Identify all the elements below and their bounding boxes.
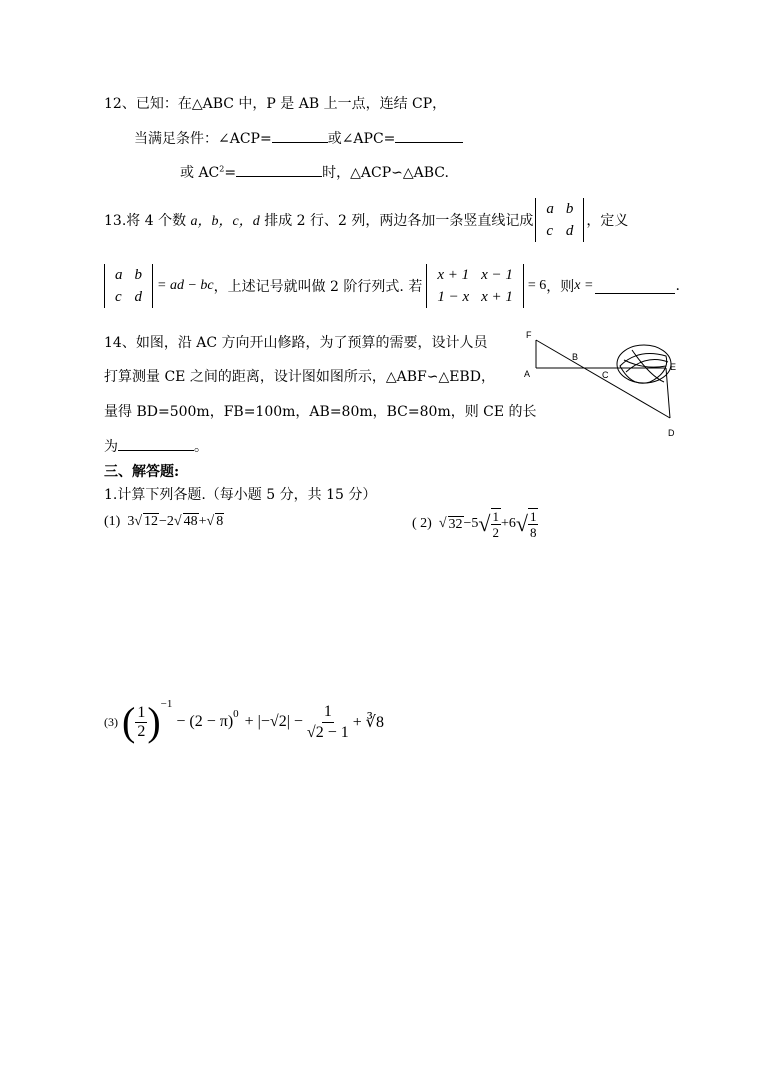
q12-blank-acp[interactable]	[272, 128, 328, 143]
p2-frac2	[528, 508, 539, 540]
q12-blank-apc[interactable]	[395, 128, 463, 143]
q14-line2: 打算测量 CE 之间的距离，设计图如图所示，△ABF∽△EBD，	[104, 369, 495, 385]
q12-blank-ac2[interactable]	[236, 162, 322, 177]
p1-op2: +	[198, 514, 207, 529]
p3-label: (3)	[104, 714, 118, 729]
mx-12: x − 1	[481, 267, 513, 283]
p2-op1: −5	[463, 516, 479, 531]
def-a: a	[115, 267, 123, 283]
p3-half	[135, 704, 147, 741]
q12-or-ac: 或 AC	[180, 165, 220, 181]
mat-d: d	[565, 223, 574, 239]
p3-frac-num: 1	[322, 702, 334, 723]
q13-period: .	[675, 278, 680, 294]
q13-prefix: 13.将 4 个数	[104, 213, 187, 229]
def-b: b	[134, 267, 142, 283]
hill-line2	[626, 360, 668, 372]
problem-2: ( 2) √ 32 −5 √ $\frac{1}{2}$ +6 √ $\frac{1}{8}$	[412, 509, 537, 540]
p2-f2-den: 8	[529, 525, 537, 540]
q13-blank-x[interactable]	[595, 279, 675, 294]
q13-eq6: = 6	[527, 278, 547, 293]
q13-then: ，则	[546, 279, 575, 295]
q14-suffix: 。	[194, 439, 208, 455]
q13-suffix: ，定义	[586, 213, 629, 229]
p1-op1: −2	[159, 514, 174, 529]
q13-matrix-def	[104, 264, 153, 308]
p3-half-num: 1	[137, 703, 146, 721]
q12-cond-prefix: 当满足条件：∠ACP=	[134, 131, 272, 147]
p1-r3: 8	[216, 514, 224, 529]
q13-def-eq: = ad − bc	[157, 278, 214, 293]
q12-cond-or: 或∠APC=	[327, 131, 396, 147]
p1-r1: 12	[144, 514, 159, 529]
q13-line2	[104, 262, 680, 310]
p3-term2: − (2 − π)	[176, 713, 234, 730]
q13-matrix-abcd	[535, 198, 584, 242]
p3-frac	[307, 702, 349, 743]
q12-when: 时，△ACP∽△ABC.	[322, 165, 449, 181]
def-c: c	[115, 289, 122, 305]
mx-21: 1 − x	[437, 289, 470, 305]
label-D: D	[668, 428, 675, 438]
mat-b: b	[565, 201, 574, 217]
p3-frac-den: √2 − 1	[306, 723, 349, 741]
q13-mid: 排成 2 行、2 列，两边各加一条竖直线记成	[264, 213, 534, 229]
q12-sup2: 2	[219, 164, 225, 174]
label-F: F	[526, 330, 532, 340]
mat-c: c	[546, 223, 554, 239]
section3-q1: 1.计算下列各题.（每小题 5 分，共 15 分）	[104, 487, 377, 503]
p2-frac1	[491, 508, 502, 540]
q13-vars: a，b，c，d	[190, 214, 260, 229]
p2-label: ( 2)	[412, 516, 432, 531]
p1-label: (1)	[104, 514, 121, 529]
q12-condition-line	[134, 128, 463, 148]
label-B: B	[572, 352, 579, 362]
p2-f1-den: 2	[492, 525, 499, 540]
mx-11: x + 1	[437, 267, 470, 283]
q13-def-text: ，上述记号就叫做 2 阶行列式. 若	[213, 279, 423, 295]
label-E: E	[670, 362, 677, 372]
p3-term3: + |−√2| −	[244, 713, 303, 730]
q12-line1: 12、已知：在△ABC 中，P 是 AB 上一点，连结 CP，	[104, 96, 447, 112]
problem-3: (3) ( $\frac{1}{2}$ ) $^{-1}$ − (2 − π) $^0$ + |−√2| − $\frac{1}{√2 - 1}$ + ∛8	[104, 698, 384, 744]
hill-outline	[617, 345, 671, 383]
p3-exp1: −1	[160, 698, 173, 710]
q14-prefix: 为	[104, 439, 118, 455]
mat-a: a	[546, 201, 554, 217]
q14-line3: 量得 BD=500m，FB=100m，AB=80m，BC=80m，则 CE 的长	[104, 404, 537, 420]
q13-x-eq: x =	[574, 278, 594, 293]
p1-r2: 48	[183, 514, 198, 529]
label-A: A	[524, 369, 531, 379]
p2-op2: +6	[501, 516, 516, 531]
label-C: C	[602, 370, 609, 380]
q12-eq: =	[224, 165, 237, 181]
mx-22: x + 1	[481, 289, 513, 305]
q14-line1: 14、如图，沿 AC 方向开山修路，为了预算的需要，设计人员	[104, 335, 488, 351]
problem-1: (1) 3√ 12−2√ 48+√ 8	[104, 514, 224, 529]
q13-matrix-x	[426, 264, 524, 308]
def-d: d	[134, 289, 142, 305]
p2-f2-num: 1	[529, 509, 537, 524]
p3-half-den: 2	[137, 722, 146, 740]
section3-heading: 三、解答题:	[104, 464, 180, 480]
p3-exp2: 0	[233, 708, 239, 720]
p1-c1: 3	[127, 514, 135, 529]
p2-r1: 32	[448, 516, 463, 532]
line-ed	[666, 368, 670, 418]
p2-f1-num: 1	[492, 509, 499, 524]
q14-figure	[520, 326, 690, 444]
q12-ac-line	[180, 162, 449, 182]
q13-line1	[104, 196, 628, 244]
q14-blank-ce[interactable]	[118, 436, 194, 451]
q14-line4	[104, 436, 208, 456]
p3-term4: + ∛8	[352, 714, 384, 731]
